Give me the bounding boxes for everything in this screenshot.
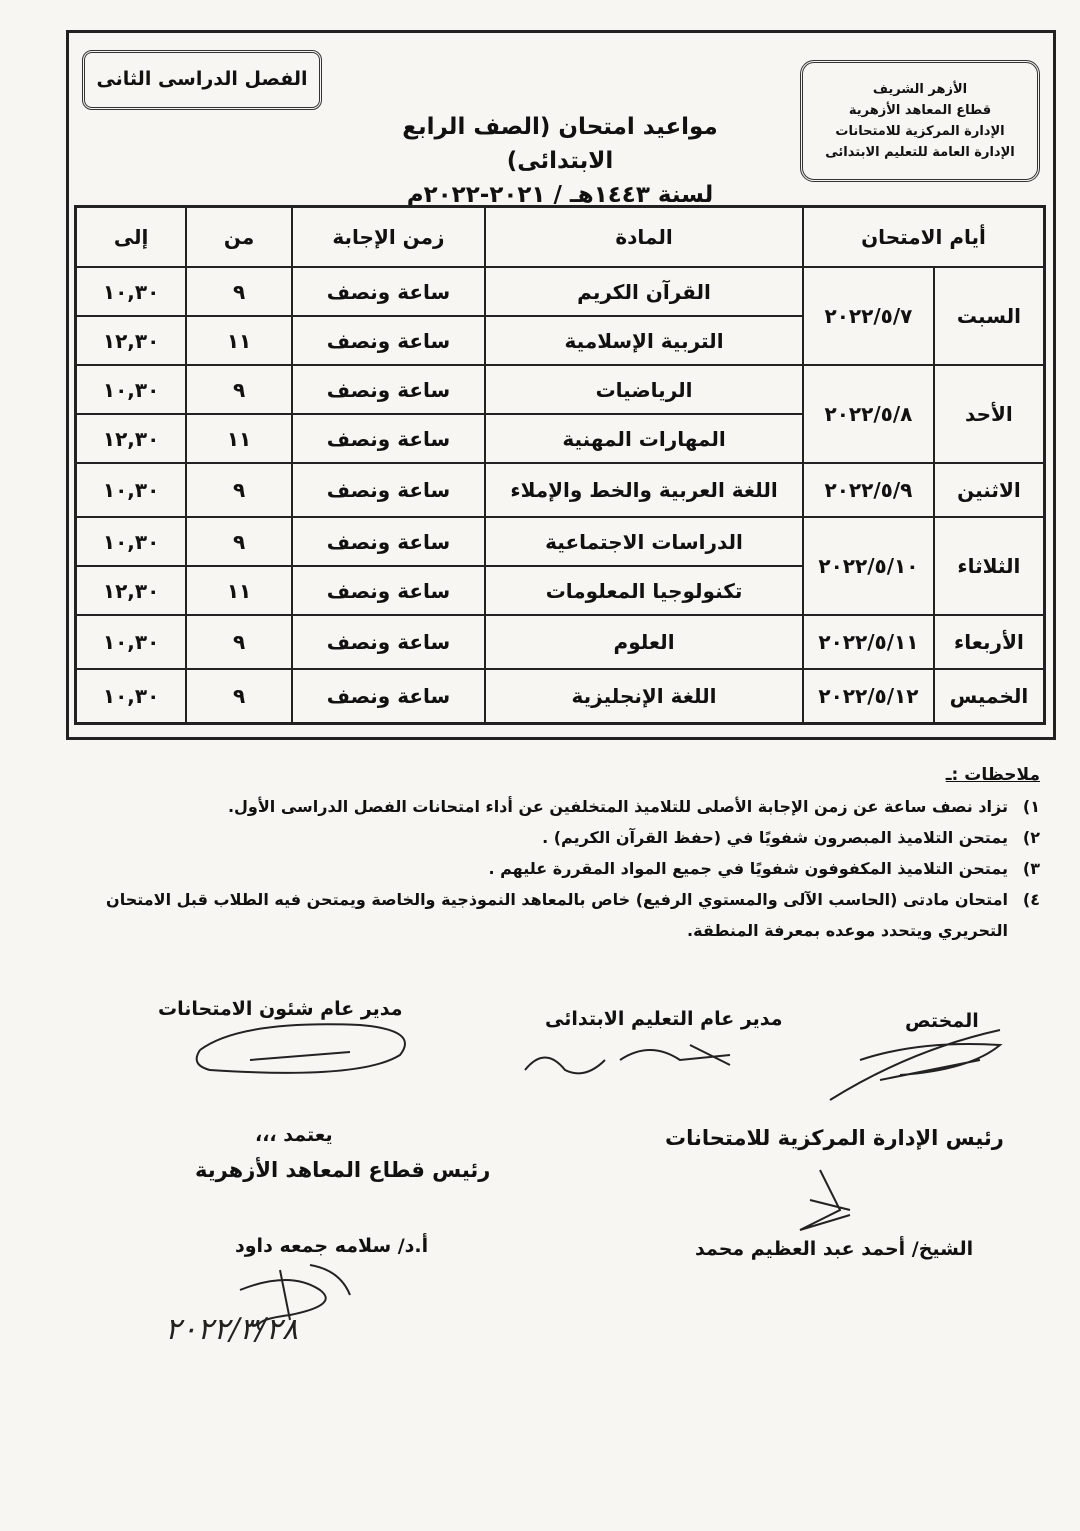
- note-text: تزاد نصف ساعة عن زمن الإجابة الأصلى للتلاميذ المتخلفين عن أداء امتحانات الفصل الدراسى الأول.: [227, 797, 1008, 816]
- note-text: يمتحن التلاميذ المكفوفون شفويًا في جميع المواد المقررة عليهم .: [488, 859, 1008, 878]
- subject-cell: اللغة الإنجليزية: [485, 669, 803, 723]
- from-cell: ٩: [186, 669, 292, 723]
- duration-cell: ساعة ونصف: [292, 316, 485, 365]
- header-subject: المادة: [485, 207, 803, 268]
- signature-central-head: [800, 1170, 850, 1230]
- date-cell: ٢٠٢٢/٥/١١: [803, 615, 934, 669]
- to-cell: ١٠,٣٠: [76, 267, 187, 316]
- day-cell: الاثنين: [934, 463, 1045, 517]
- title-line: مواعيد امتحان (الصف الرابع الابتدائى): [402, 114, 718, 174]
- to-cell: ١٠,٣٠: [76, 517, 187, 566]
- from-cell: ٩: [186, 463, 292, 517]
- to-cell: ١٢,٣٠: [76, 414, 187, 463]
- duration-cell: ساعة ونصف: [292, 365, 485, 414]
- date-cell: ٢٠٢٢/٥/١٠: [803, 517, 934, 615]
- from-cell: ٩: [186, 517, 292, 566]
- org-line: الإدارة المركزية للامتحانات: [835, 124, 1005, 139]
- duration-cell: ساعة ونصف: [292, 267, 485, 316]
- primary-director-title: مدير عام التعليم الابتدائى: [545, 1008, 783, 1030]
- note-text: امتحان مادتى (الحاسب الآلى والمستوي الرفيع) خاص بالمعاهد النموذجية والخاصة ويمتحن فيه الطلاب قبل الامتحان التحريري ويتحدد موعده بمعرفة المنطقة.: [106, 890, 1008, 940]
- from-cell: ٩: [186, 267, 292, 316]
- to-cell: ١٠,٣٠: [76, 615, 187, 669]
- day-cell: الثلاثاء: [934, 517, 1045, 615]
- org-line: الإدارة العامة للتعليم الابتدائى: [825, 145, 1015, 160]
- sector-head-title: رئيس قطاع المعاهد الأزهرية: [195, 1158, 491, 1182]
- to-cell: ١٠,٣٠: [76, 463, 187, 517]
- duration-cell: ساعة ونصف: [292, 463, 485, 517]
- signature-exams-director: [197, 1024, 405, 1073]
- from-cell: ٩: [186, 365, 292, 414]
- note-text: يمتحن التلاميذ المبصرون شفويًا في (حفظ القرآن الكريم) .: [542, 828, 1008, 847]
- from-cell: ١١: [186, 566, 292, 615]
- from-cell: ١١: [186, 316, 292, 365]
- org-line: قطاع المعاهد الأزهرية: [848, 103, 992, 118]
- day-cell: الأربعاء: [934, 615, 1045, 669]
- handwritten-date: ٢٠٢٢/٣/٢٨: [165, 1312, 299, 1347]
- date-cell: ٢٠٢٢/٥/٧: [803, 267, 934, 365]
- duration-cell: ساعة ونصف: [292, 414, 485, 463]
- subject-cell: الرياضيات: [485, 365, 803, 414]
- subject-cell: اللغة العربية والخط والإملاء: [485, 463, 803, 517]
- day-cell: الخميس: [934, 669, 1045, 723]
- duration-cell: ساعة ونصف: [292, 669, 485, 723]
- central-head-name: الشيخ/ أحمد عبد العظيم محمد: [695, 1238, 974, 1260]
- year-line: لسنة ١٤٤٣هـ / ٢٠٢١-٢٠٢٢م: [406, 182, 714, 208]
- note-number: ٣): [1022, 859, 1040, 878]
- duration-cell: ساعة ونصف: [292, 566, 485, 615]
- day-cell: السبت: [934, 267, 1045, 365]
- duration-cell: ساعة ونصف: [292, 615, 485, 669]
- notes-heading: ملاحظات :ـ: [945, 765, 1040, 785]
- org-line: الأزهر الشريف: [872, 82, 968, 97]
- date-cell: ٢٠٢٢/٥/٨: [803, 365, 934, 463]
- term-box: الفصل الدراسى الثانى: [82, 50, 322, 110]
- approved-label: يعتمد ،،،: [255, 1124, 333, 1146]
- subject-cell: العلوم: [485, 615, 803, 669]
- subject-cell: المهارات المهنية: [485, 414, 803, 463]
- duration-cell: ساعة ونصف: [292, 517, 485, 566]
- note-number: ٢): [1022, 828, 1040, 847]
- signature-specialist: [830, 1030, 1000, 1100]
- exams-director-title: مدير عام شئون الامتحانات: [158, 998, 403, 1020]
- header-to: إلى: [76, 207, 187, 268]
- day-cell: الأحد: [934, 365, 1045, 463]
- header-days: أيام الامتحان: [803, 207, 1044, 268]
- note-number: ٤): [1022, 890, 1040, 909]
- sector-head-name: أ.د/ سلامه جمعه داود: [235, 1235, 429, 1257]
- to-cell: ١٢,٣٠: [76, 316, 187, 365]
- from-cell: ٩: [186, 615, 292, 669]
- subject-cell: التربية الإسلامية: [485, 316, 803, 365]
- subject-cell: القرآن الكريم: [485, 267, 803, 316]
- specialist-title: المختص: [905, 1010, 979, 1032]
- central-head-title: رئيس الإدارة المركزية للامتحانات: [665, 1126, 1004, 1150]
- subject-cell: الدراسات الاجتماعية: [485, 517, 803, 566]
- signature-primary-director: [525, 1045, 730, 1073]
- date-cell: ٢٠٢٢/٥/١٢: [803, 669, 934, 723]
- note-number: ١): [1022, 797, 1040, 816]
- header-from: من: [186, 207, 292, 268]
- to-cell: ١٠,٣٠: [76, 669, 187, 723]
- to-cell: ١٠,٣٠: [76, 365, 187, 414]
- from-cell: ١١: [186, 414, 292, 463]
- to-cell: ١٢,٣٠: [76, 566, 187, 615]
- signature-sector-head: [240, 1265, 350, 1330]
- date-cell: ٢٠٢٢/٥/٩: [803, 463, 934, 517]
- header-duration: زمن الإجابة: [292, 207, 485, 268]
- subject-cell: تكنولوجيا المعلومات: [485, 566, 803, 615]
